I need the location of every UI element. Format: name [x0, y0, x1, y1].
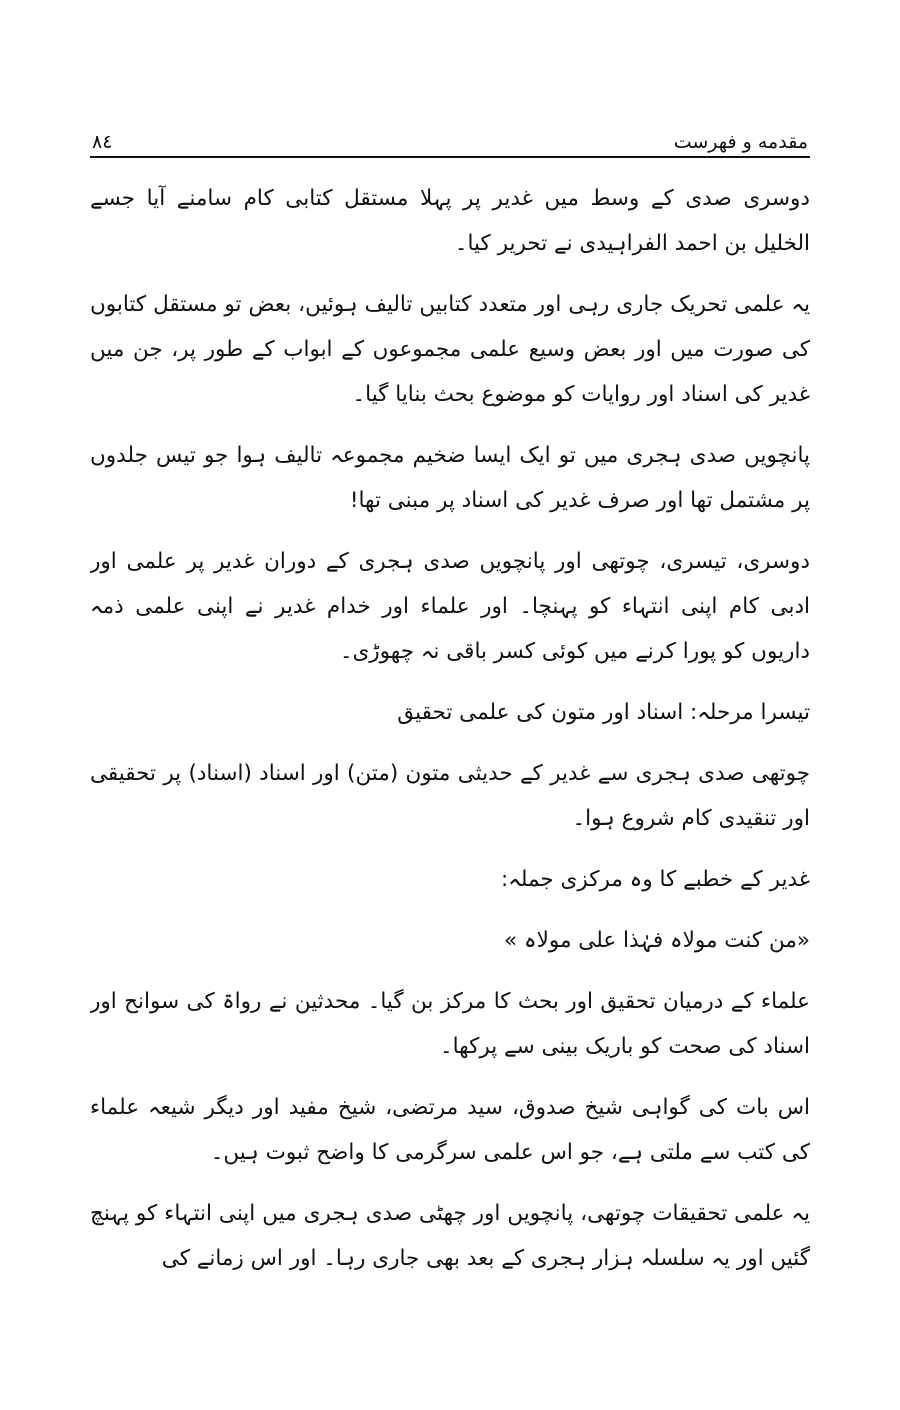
- paragraph: دوسری، تیسری، چوتھی اور پانچویں صدی ہجری کے دوران غدیر پر علمی اور ادبی کام اپنی انتہاء کو پہنچا۔ اور علماء اور خدام غدیر نے اپنی علمی ذمہ داریوں کو پورا کرنے میں کوئی کسر باقی نہ چھوڑی۔: [90, 549, 810, 664]
- paragraph: غدیر کے خطبے کا وہ مرکزی جملہ:: [501, 867, 810, 892]
- running-header-title: مقدمه و فهرست: [673, 131, 808, 153]
- paragraph: پانچویں صدی ہجری میں تو ایک ایسا ضخیم مجموعہ تالیف ہوا جو تیس جلدوں پر مشتمل تھا اور صرف غدیر کی اسناد پر مبنی تھا!: [90, 443, 810, 513]
- page-number: ٨٤: [92, 131, 113, 153]
- paragraph: علماء کے درمیان تحقیق اور بحث کا مرکز بن گیا۔ محدثین نے رواۃ کی سوانح اور اسناد کی صحت کو باریک بینی سے پرکھا۔: [90, 989, 810, 1059]
- page-body: [90, 158, 810, 1281]
- document-page: [90, 120, 810, 1370]
- quotation: «من کنت مولاہ فہٰذا علی مولاہ »: [504, 928, 810, 953]
- page-header: [90, 120, 810, 158]
- paragraph: دوسری صدی کے وسط میں غدیر پر پہلا مستقل کتابی کام سامنے آیا جسے الخلیل بن احمد الفراہیدی نے تحریر کیا۔: [90, 186, 810, 256]
- paragraph: چوتھی صدی ہجری سے غدیر کے حدیثی متون (متن) اور اسناد (اسناد) پر تحقیقی اور تنقیدی کام شروع ہوا۔: [90, 761, 810, 831]
- paragraph: یہ علمی تحقیقات چوتھی، پانچویں اور چھٹی صدی ہجری میں اپنی انتہاء کو پہنچ گئیں اور یہ سلسلہ ہزار ہجری کے بعد بھی جاری رہا۔ اور اس زمانے کی: [90, 1201, 810, 1271]
- paragraph: یہ علمی تحریک جاری رہی اور متعدد کتابیں تالیف ہوئیں، بعض تو مستقل کتابوں کی صورت میں اور بعض وسیع علمی مجموعوں کے ابواب کے طور پر، جن میں غدیر کی اسناد اور روایات کو موضوع بحث بنایا گیا۔: [90, 292, 810, 407]
- paragraph: اس بات کی گواہی شیخ صدوق، سید مرتضی، شیخ مفید اور دیگر شیعہ علماء کی کتب سے ملتی ہے، جو اس علمی سرگرمی کا واضح ثبوت ہیں۔: [90, 1095, 810, 1165]
- section-heading: تیسرا مرحلہ: اسناد اور متون کی علمی تحقیق: [397, 700, 810, 725]
